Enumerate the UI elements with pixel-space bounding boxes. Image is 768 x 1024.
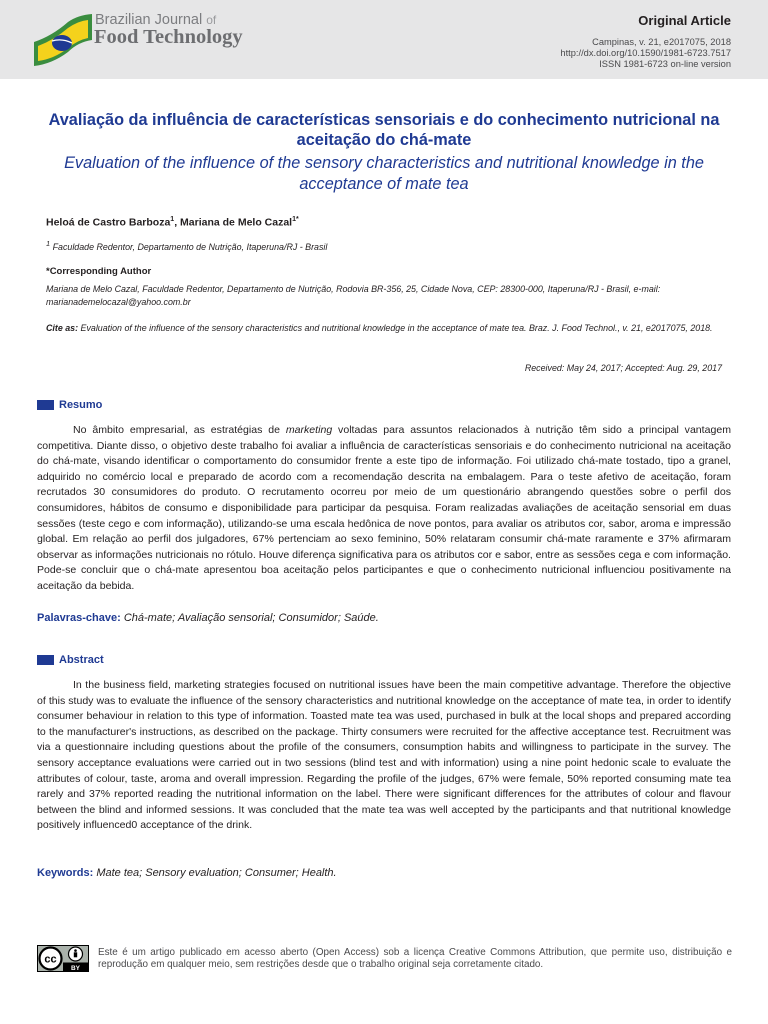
cc-label: cc (44, 953, 57, 966)
author-name: Heloá de Castro Barboza (46, 216, 171, 229)
citation-label: Cite as: (46, 323, 79, 333)
journal-name-line2: Food Technology (94, 26, 243, 48)
keywords-label: Keywords: (37, 867, 94, 879)
resumo-heading: Resumo (37, 399, 102, 411)
resumo-keywords (37, 612, 379, 624)
title-english: Evaluation of the influence of the sensory characteristics and nutritional knowledge in the acceptance of mate tea (64, 154, 704, 193)
by-label: BY (70, 965, 81, 972)
abstract-text: In the business field, marketing strategies focused on nutritional issues have been the main competitive advantage. Therefore the objective of this study was to evaluate the influence of the sensory characteristics and nutritional knowledge on the acceptance of mate tea, in order to identify consumer behaviour in relation to this type of information. Toasted mate tea was used, purchased in bulk at the local shops and prepared according to the manufacturer's instructions, as described on the package. Thirty consumers were recruited for the affective acceptance test. Recruitment was via a questionnaire including questions about the profile of the consumers, consumption habits and willingness to participate in the survey. The sensory acceptance evaluations were carried out in two sessions (blind test and with information) using a nine point hedonic scale to evaluate the attributes of colour, taste, aroma and overall impression. Regarding the profile of the judges, 67% were female, 50% reported consuming mate tea rarely and 37% reported reading the nutritional information on the label. There were significant differences for the attributes of colour and flavour between the blind and informed sessions. It was concluded that the mate tea was well accepted by the participants and that nutritional knowledge positively influenced0 acceptance of the drink. (37, 679, 731, 832)
article-type-label: Original Article (638, 13, 731, 28)
citation-text: Evaluation of the influence of the sensory characteristics and nutritional knowledge in the acceptance of mate tea. Braz. J. Food Technol., v. 21, e2017075, 2018. (80, 323, 713, 333)
affiliation-mark: 1 (46, 239, 51, 248)
emphasis-marketing: marketing (285, 424, 333, 436)
author-affiliation-mark: 1 (170, 216, 175, 223)
author-name: Mariana de Melo Cazal (180, 216, 293, 229)
affiliation-text: Faculdade Redentor, Departamento de Nutrição, Itaperuna/RJ - Brasil (52, 241, 328, 252)
volume-info: Campinas, v. 21, e2017075, 2018 (592, 37, 731, 47)
title-portuguese: Avaliação da influência de características sensoriais e do conhecimento nutricional na aceitação do chá-mate (48, 111, 720, 149)
received-dates: Received: May 24, 2017; Accepted: Aug. 29, 2017 (524, 363, 722, 373)
corresponding-author-details: Mariana de Melo Cazal, Faculdade Redentor, Departamento de Nutrição, Rodovia BR-356, 25, Cidade Nova, CEP: 28300-000, Itaperuna/RJ - Brasil, e-mail: marianademelocazal@yahoo.com.br (46, 284, 661, 307)
abstract-heading: Abstract (37, 654, 104, 666)
affiliation (46, 239, 327, 252)
keywords-value: Chá-mate; Avaliação sensorial; Consumidor; Saúde. (123, 612, 379, 624)
author-separator: , (174, 216, 181, 229)
license-text: Este é um artigo publicado em acesso aberto (Open Access) sob a licença Creative Commons Attribution, que permite uso, distribuição e reprodução em qualquer meio, sem restrições desde que o trabalho original seja corretamente citado. (98, 947, 732, 970)
journal-name-line1: Brazilian Journal of (95, 12, 217, 28)
section-marker-icon (37, 400, 54, 410)
keywords-label: Palavras-chave: (37, 612, 121, 624)
doi-link[interactable]: http://dx.doi.org/10.1590/1981-6723.7517 (560, 48, 731, 58)
author-affiliation-mark: 1* (292, 216, 299, 223)
section-marker-icon (37, 655, 54, 665)
journal-name-of: of (206, 13, 217, 27)
citation (46, 322, 726, 335)
corresponding-author-label: *Corresponding Author (46, 266, 152, 277)
resumo-text: No âmbito empresarial, as estratégias de marketing voltadas para assuntos relacionados à nutrição têm sido a principal vantagem competitiva. Diante disso, o objetivo deste trabalho foi avaliar a influência de características sensoriais e do conhecimento nutricional na aceitação do chá-mate, visando identificar o comportamento do consumidor frente a este tipo de informação. Foi utilizado chá-mate tostado, tipo a granel, adquirido no comércio local e preparado de acordo com a recomendação descrita na embalagem. Para o teste afetivo de aceitação, foram recrutados 30 consumidores do produto. O recrutamento ocorreu por meio de um questionário abrangendo questões sobre o perfil dos consumidores, hábitos de consumo e disponibilidade para participar da pesquisa. Foram realizadas avaliações de aceitação sensorial em duas sessões (teste cego e com informação), utilizando-se uma escala hedônica de nove pontos, para avaliar os atributos cor, sabor, aroma e impressão global. Em relação ao perfil dos julgadores, 67% pertenciam ao sexo feminino, 50% relataram consumir chá-mate raramente e 37% afirmaram observar as informações nutricionais no rótulo. Houve diferença significativa para os atributos cor e sabor, entre as sessões cega e com informação. Pode-se concluir que o chá-mate apresentou boa aceitação pelos participantes e que o conhecimento nutricional influenciou positivamente na aceitação da bebida. (37, 424, 731, 592)
abstract-keywords (37, 867, 337, 879)
journal-header (0, 0, 768, 79)
author-list (46, 216, 299, 229)
issn-info: ISSN 1981-6723 on-line version (599, 59, 731, 69)
creative-commons-by-icon[interactable] (37, 945, 89, 972)
brazil-flag-logo-icon (32, 12, 94, 67)
keywords-value: Mate tea; Sensory evaluation; Consumer; Health. (96, 867, 337, 879)
